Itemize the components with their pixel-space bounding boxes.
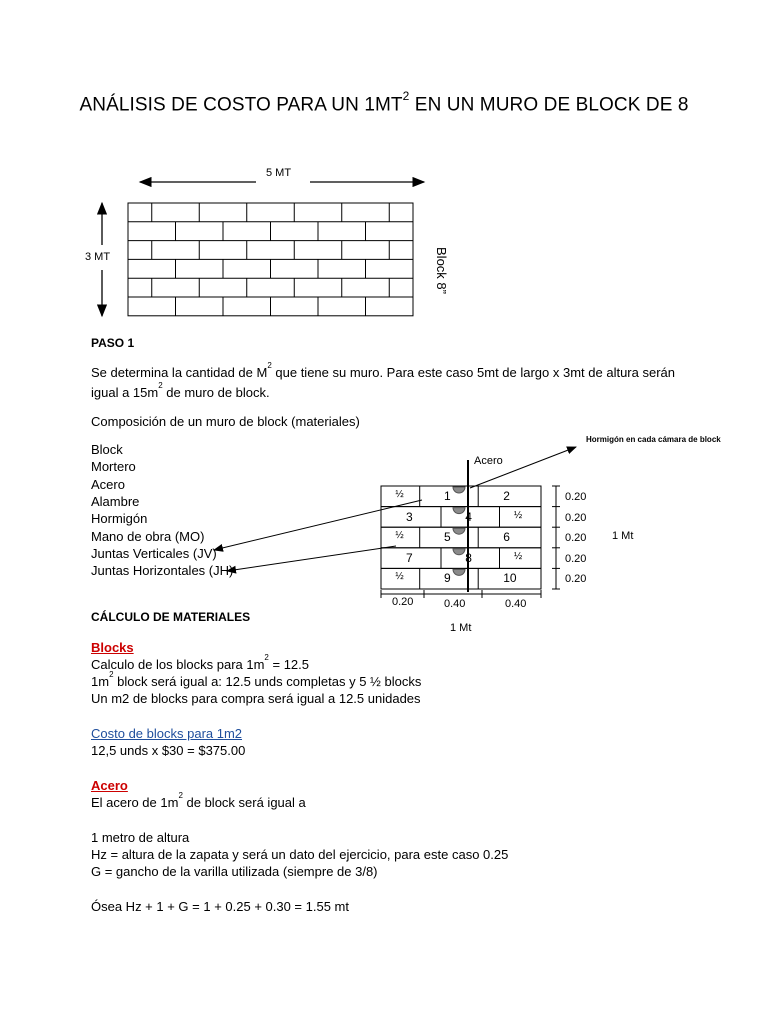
blocks-line1: Calculo de los blocks para $1m^2 = 12.5$ (91, 653, 309, 672)
material-item: Hormigón (91, 511, 148, 527)
jv-arrow (214, 500, 422, 550)
wall-height-label: 3 MT (85, 251, 111, 263)
concrete-fill (453, 549, 465, 555)
blocks-line3: Un m2 de blocks para compra será igual a 12.5 unidades (91, 691, 421, 706)
material-item: Block (91, 442, 123, 457)
block-cell-label: ½ (395, 489, 404, 500)
costo-line: 12,5 unds x $30 = $375.00 (91, 743, 246, 758)
block-cell-label: ½ (395, 571, 404, 583)
block-cell-label: ½ (513, 550, 523, 562)
block-cell-label: ½ (395, 530, 404, 542)
page-title: ANÁLISIS DE COSTO PARA UN $1MT^2$ EN UN MURO DE BLOCK DE 8 (79, 89, 689, 116)
concrete-fill (453, 508, 465, 514)
block-cell-label: 9 (443, 571, 451, 586)
costo-heading: Costo de blocks para 1m2 (91, 726, 243, 741)
block-cell-label: 2 (503, 489, 510, 503)
dim-0: 0.20 (392, 596, 414, 608)
material-item: Mano de obra (MO) (91, 528, 205, 544)
acero-line3: Hz = altura de la zapata y será un dato del ejercicio, para este caso 0.25 (91, 847, 509, 862)
block-cell-label: 7 (406, 550, 413, 565)
material-item: Juntas Horizontales (JH) (91, 563, 234, 579)
composicion-heading: Composición de un muro de block (materiales) (91, 414, 360, 429)
block-cell-label: 5 (443, 530, 451, 545)
block-cell-label: 6 (503, 530, 510, 545)
wall-width-label: 5 MT (266, 167, 292, 179)
blocks-line2: $1m^2$ block será igual a: 12.5 unds completas y 5 ½ blocks (91, 670, 422, 689)
blocks-heading: Blocks (91, 640, 134, 655)
dim-1: 0.40 (444, 598, 466, 610)
concrete-fill (453, 487, 465, 493)
material-item: Alambre (91, 493, 140, 509)
material-item: Acero (91, 476, 125, 492)
acero-label: Acero (474, 455, 503, 467)
acero-heading: Acero (91, 778, 128, 793)
block-cell-label: ½ (513, 509, 523, 521)
block-cell-label: 4 (465, 509, 472, 524)
paso1-heading: PASO 1 (91, 336, 135, 350)
acero-line2: 1 metro de altura (91, 830, 190, 845)
total-height-label: 1 Mt (612, 530, 634, 542)
total-width-label: 1 Mt (450, 622, 472, 634)
block-type-label: Block 8” (433, 247, 449, 294)
row-height-label: 0.20 (565, 532, 587, 545)
row-height-label: 0.20 (565, 552, 587, 565)
concrete-fill (453, 528, 465, 534)
acero-line1: El acero de $1m^2$ de block será igual a (91, 791, 306, 810)
paso1-line1: Se determina la cantidad de $M^2$ que tiene su muro. Para este caso 5mt de largo x 3mt de altura serán (91, 361, 675, 380)
acero-line4: G = gancho de la varilla utilizada (siempre de 3/8) (91, 864, 378, 879)
block-cell-label: 8 (465, 550, 472, 565)
row-height-label: 0.20 (565, 511, 587, 524)
jh-arrow (227, 546, 396, 571)
paso1-line2: igual a $15m^2$ de muro de block. (91, 381, 270, 400)
row-height-label: 0.20 (565, 573, 587, 586)
acero-line5: Ósea Hz + 1 + G = 1 + 0.25 + 0.30 = 1.55 mt (91, 899, 349, 914)
row-height-label: 0.20 (565, 491, 587, 503)
block-cell-label: 3 (406, 509, 413, 524)
material-item: Juntas Verticales (JV) (91, 545, 217, 561)
material-item: Mortero (91, 459, 136, 475)
hormigon-label: Hormigón en cada cámara de block (586, 435, 721, 444)
dim-2: 0.40 (505, 598, 527, 610)
block-grid (381, 486, 541, 589)
calculo-heading: CÁLCULO DE MATERIALES (91, 610, 251, 624)
block-cell-label: 1 (443, 489, 451, 503)
concrete-fill (453, 569, 465, 575)
block-cell-label: 10 (503, 571, 517, 586)
